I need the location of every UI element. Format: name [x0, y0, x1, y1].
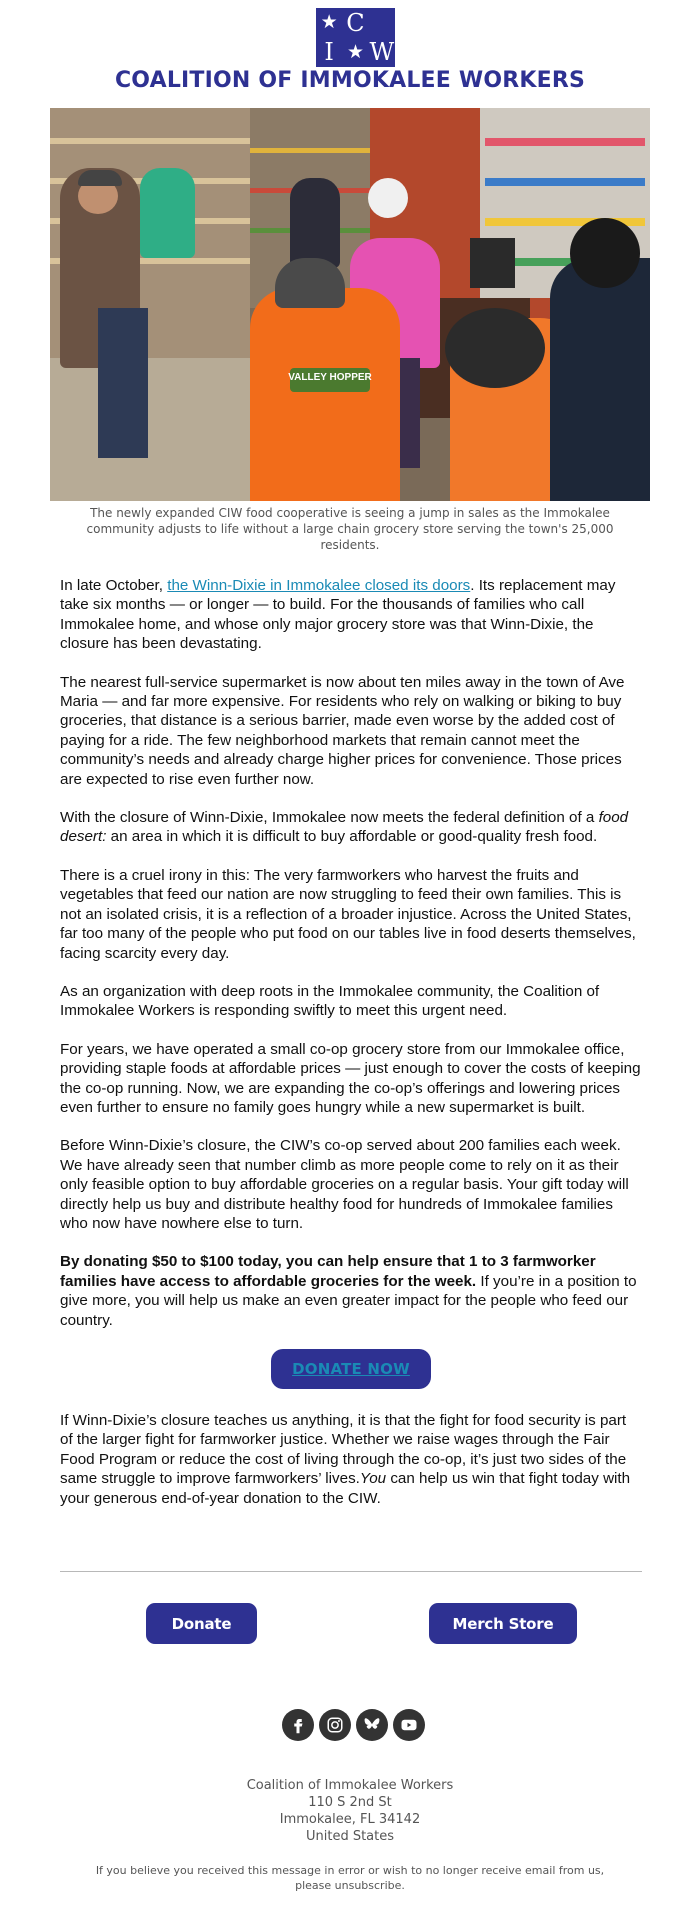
youtube-icon[interactable]: [393, 1709, 425, 1741]
shirt-text: VALLEY HOPPER: [288, 372, 372, 383]
email-body: [60, 576, 642, 1527]
merch-store-button[interactable]: Merch Store: [429, 1603, 577, 1644]
org-name-heading: COALITION OF IMMOKALEE WORKERS: [114, 68, 586, 93]
text-span: an area in which it is difficult to buy affordable or good-quality fresh food.: [106, 828, 598, 846]
hero-caption: The newly expanded CIW food cooperative is seeing a jump in sales as the Immokalee community adjusts to life without a large chain grocery store serving the town's 25,000 residents.: [86, 506, 614, 552]
paragraph: As an organization with deep roots in the Immokalee community, the Coalition of Immokalee Workers is responding swiftly to meet this urgent need.: [60, 982, 600, 1020]
paragraph: Before Winn-Dixie’s closure, the CIW’s co-op served about 200 families each week. We have already seen that number climb as more people come to rely on it as their only feasible option to buy affordable groceries on a regular basis. Your gift today will directly help us buy and distribute healthy food for hundreds of Immokalee families who now have nowhere else to turn.: [60, 1137, 629, 1232]
bluesky-icon[interactable]: [356, 1709, 388, 1741]
social-links: [282, 1709, 425, 1741]
paragraph: [60, 1411, 642, 1508]
winn-dixie-closed-link[interactable]: the Winn-Dixie in Immokalee closed its doors: [167, 577, 471, 594]
you-emphasis: You: [359, 1470, 387, 1488]
text-span: If Winn-Dixie’s closure teaches us anything, it is that the fight for food security is part of the larger fight for farmworker justice. Whether we raise wages through the Fair Food Program or reduce the cost of living through the co-op, it’s just two sides of the same struggle to improve farmworkers’ lives.: [60, 1412, 627, 1488]
facebook-icon[interactable]: [282, 1709, 314, 1741]
logo-letter-c: C: [346, 8, 365, 37]
hero-photo[interactable]: [50, 108, 650, 501]
text-span: . Its replacement may take six months — or longer — to build. For the thousands of families who call Immokalee home, and whose only major grocery store was that Winn-Dixie, the closure has been devastating.: [60, 577, 616, 653]
donation-appeal-bold: By donating $50 to $100 today, you can help ensure that 1 to 3 farmworker families have access to affordable groceries for the week.: [60, 1253, 596, 1290]
instagram-icon[interactable]: [319, 1709, 351, 1741]
paragraph: The nearest full-service supermarket is now about ten miles away in the town of Ave Maria — and far more expensive. For residents who rely on walking or biking to buy groceries, that distance is a serious barrier, made even worse by the added cost of paying for a ride. The few neighborhood markets that remain cannot meet the community’s needs and already charge higher prices for convenience. Those prices are expected to rise even further now.: [60, 673, 625, 788]
divider: [60, 1571, 642, 1572]
text-span: can help us win that fight today with your generous end-of-year donation to the CIW.: [60, 1470, 631, 1507]
paragraph: [60, 1252, 642, 1330]
paragraph: [60, 808, 642, 847]
donate-now-wrap: [60, 1349, 642, 1389]
text-span: In late October,: [60, 577, 168, 594]
text-span: With the closure of Winn-Dixie, Immokalee now meets the federal definition of a: [60, 809, 599, 827]
donate-button[interactable]: Donate: [146, 1603, 257, 1644]
address-line: Immokalee, FL 34142: [279, 1812, 421, 1827]
star-icon: ★: [346, 40, 365, 63]
address-line: 110 S 2nd St: [308, 1795, 392, 1810]
logo-letter-i: I: [324, 38, 334, 67]
address-line: Coalition of Immokalee Workers: [246, 1778, 454, 1793]
mailing-address: [0, 1777, 700, 1845]
star-icon: ★: [320, 11, 338, 34]
unsubscribe-note[interactable]: If you believe you received this message in error or wish to no longer receive email from us, please unsubscribe.: [95, 1864, 605, 1892]
text-span: If you’re in a position to give more, you will help us make an even greater impact for the people who feed our country.: [60, 1272, 637, 1329]
paragraph: [60, 576, 642, 654]
food-desert-term: food desert:: [60, 809, 629, 846]
donate-now-button[interactable]: DONATE NOW: [271, 1349, 431, 1389]
logo-letter-w: W: [369, 38, 395, 67]
paragraph: There is a cruel irony in this: The very farmworkers who harvest the fruits and vegetables that feed our nation are now struggling to feed their own families. This is not an isolated crisis, it is a reflection of a broader injustice. Across the United States, far too many of the people who put food on our tables live in food deserts themselves, facing scarcity every day.: [60, 866, 636, 962]
paragraph: For years, we have operated a small co-op grocery store from our Immokalee office, providing staple foods at affordable prices — just enough to cover the costs of keeping the co-op running. Now, we are expanding the co-op’s offerings and lowering prices even further to ensure no family goes hungry while a new supermarket is built.: [60, 1040, 641, 1116]
address-line: United States: [305, 1829, 395, 1844]
ciw-logo: [316, 8, 395, 67]
